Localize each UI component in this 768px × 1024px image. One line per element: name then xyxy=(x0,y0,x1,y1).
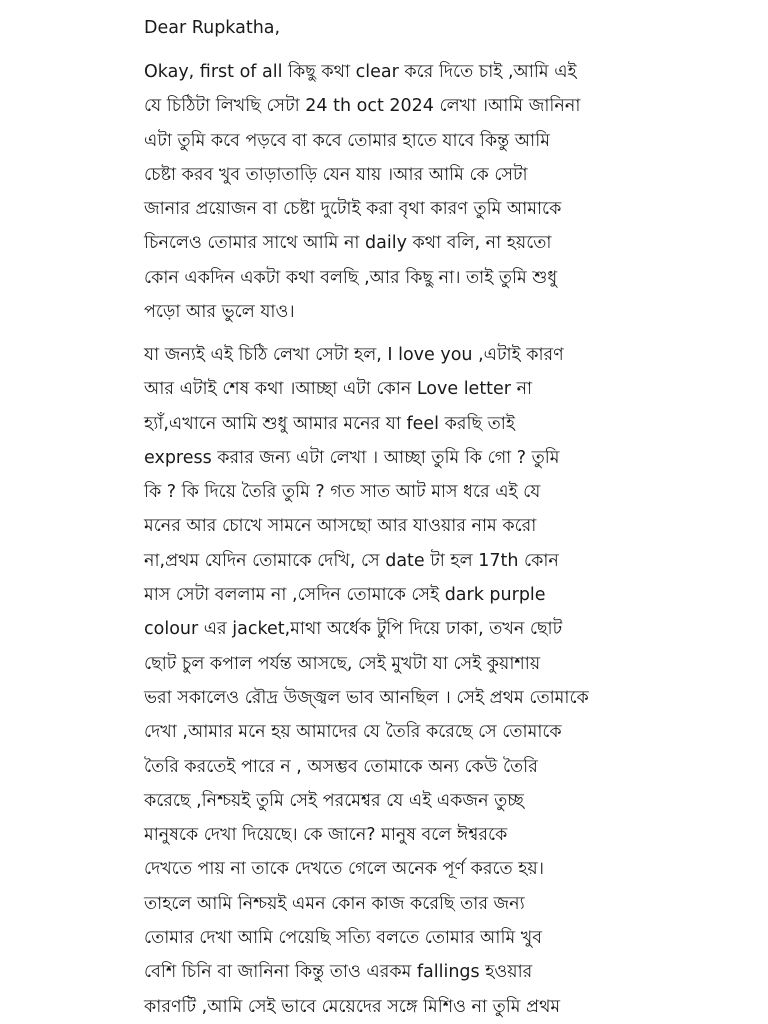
text-line: করেছে ,নিশ্চয়ই তুমি সেই পরমেশ্বর যে এই একজন তুচ্ছ xyxy=(144,790,524,811)
text-line: দেখতে পায় না তাকে দেখতে গেলে অনেক পূর্ণ করতে হয়। xyxy=(144,859,544,880)
text-line: জানার প্রয়োজন বা চেষ্টা দুটোই করা বৃথা কারণ তুমি আমাকে xyxy=(144,199,562,220)
text-line: আর এটাই শেষ কথা ।আচ্ছা এটা কোন Love letter না xyxy=(144,379,533,400)
text-line: মানুষকে দেখা দিয়েছে। কে জানে? মানুষ বলে ঈশ্বরকে xyxy=(144,825,508,846)
text-line: কি ? কি দিয়ে তৈরি তুমি ? গত সাত আট মাস ধরে এই যে xyxy=(144,482,541,503)
text-line: পড়ো আর ভুলে যাও। xyxy=(144,302,295,323)
text-line: এটা তুমি কবে পড়বে বা কবে তোমার হাতে যাবে কিন্তু আমি xyxy=(144,130,550,151)
text-line: যা জন্যই এই চিঠি লেখা সেটা হল, I love you ,এটাই কারণ xyxy=(144,345,564,365)
text-line: express করার জন্য এটা লেখা । আচ্ছা তুমি কি গো ? তুমি xyxy=(144,447,560,468)
text-line: হ্যাঁ,এখানে আমি শুধু আমার মনের যা feel করছি তাই xyxy=(144,413,515,434)
text-line: তৈরি করতেই পারে ন , অসম্ভব তোমাকে অন্য কেউ তৈরি xyxy=(144,756,538,777)
text-line: চিনলেও তোমার সাথে আমি না daily কথা বলি, না হয়তো xyxy=(144,233,552,254)
text-line: কোন একদিন একটা কথা বলছি ,আর কিছু না। তাই তুমি শুধু xyxy=(144,267,558,288)
text-line: Okay, first of all কিছু কথা clear করে দিতে চাই ,আমি এই xyxy=(144,62,577,82)
text-line: দেখা ,আমার মনে হয় আমাদের যে তৈরি করেছে সে তোমাকে xyxy=(144,722,562,743)
text-line: ভরা সকালেও রৌদ্র উজ্জ্বল ভাব আনছিল । সেই প্রথম তোমাকে xyxy=(144,687,589,708)
text-line: কারণটি ,আমি সেই ভাবে মেয়েদের সঙ্গে মিশিও না তুমি প্রথম xyxy=(144,996,561,1017)
letter-paragraph-2 xyxy=(144,338,764,1024)
letter-salutation: Dear Rupkatha, xyxy=(144,18,281,38)
text-line: মনের আর চোখে সামনে আসছো আর যাওয়ার নাম করো xyxy=(144,516,537,537)
text-line: চেষ্টা করব খুব তাড়াতাড়ি যেন যায় ।আর আমি কে সেটা xyxy=(144,164,528,185)
text-line: তাহলে আমি নিশ্চয়ই এমন কোন কাজ করেছি তার জন্য xyxy=(144,893,525,914)
text-line: মাস সেটা বললাম না ,সেদিন তোমাকে সেই dark purple xyxy=(144,585,546,606)
text-line: colour এর jacket,মাথা অর্ধেক টুপি দিয়ে ঢাকা, তখন ছোট xyxy=(144,619,563,640)
text-line: বেশি চিনি বা জানিনা কিন্তু তাও এরকম fallings হওয়ার xyxy=(144,962,533,983)
text-line: না,প্রথম যেদিন তোমাকে দেখি, সে date টা হল 17th কোন xyxy=(144,550,559,571)
letter-paragraph-1 xyxy=(144,55,764,329)
text-line: তোমার দেখা আমি পেয়েছি সত্যি বলতে তোমার আমি খুব xyxy=(144,928,542,949)
text-line: ছোট চুল কপাল পর্যন্ত আসছে, সেই মুখটা যা সেই কুয়াশায় xyxy=(144,653,541,674)
text-line: যে চিঠিটা লিখছি সেটা 24 th oct 2024 লেখা ।আমি জানিনা xyxy=(144,96,581,117)
